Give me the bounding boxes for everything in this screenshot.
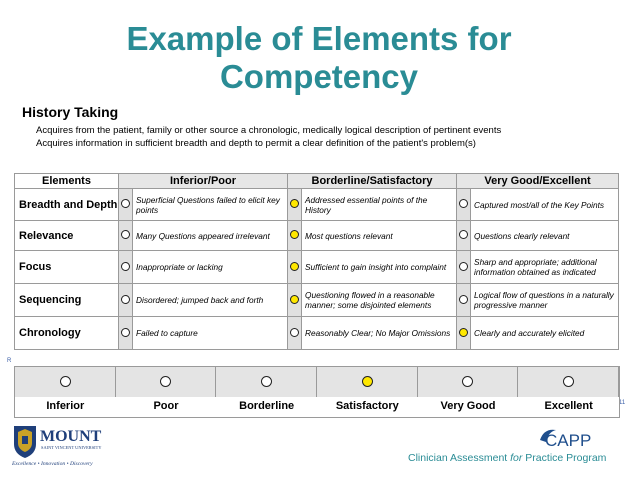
radio-poor[interactable] xyxy=(121,199,130,208)
logo-sub-text: SAINT VINCENT UNIVERSITY xyxy=(41,445,102,450)
table-row xyxy=(15,317,619,350)
scale-cell xyxy=(518,367,619,397)
radio-excellent[interactable] xyxy=(459,262,468,271)
header-inferior-poor: Inferior/Poor xyxy=(119,174,288,189)
rating-scale xyxy=(14,366,620,418)
scale-radio[interactable] xyxy=(362,376,373,387)
radio-borderline[interactable] xyxy=(290,230,299,239)
scale-label: Borderline xyxy=(239,400,295,412)
scale-radio[interactable] xyxy=(261,376,272,387)
scale-cell xyxy=(317,367,418,397)
scale-radio[interactable] xyxy=(462,376,473,387)
criterion-borderline: Questioning flowed in a reasonable manner; some disjointed elements xyxy=(302,284,457,317)
scale-label: Excellent xyxy=(544,400,593,412)
scale-cell xyxy=(116,367,217,397)
radio-cell-poor xyxy=(119,189,133,221)
msvu-logo xyxy=(12,424,112,466)
slide-title xyxy=(0,20,638,96)
row-label: Breadth and Depth xyxy=(15,189,119,221)
rubric-table xyxy=(14,173,619,350)
radio-poor[interactable] xyxy=(121,328,130,337)
capp-full-for: for xyxy=(510,452,523,464)
capp-full-part2: Practice Program xyxy=(522,452,607,464)
row-label: Chronology xyxy=(15,317,119,350)
radio-cell-borderline xyxy=(288,189,302,221)
criterion-excellent: Logical flow of questions in a naturally progressive manner xyxy=(471,284,619,317)
section-description-1: Acquires from the patient, family or other source a chronologic, medically logical description of pertinent events xyxy=(36,125,502,136)
table-row xyxy=(15,251,619,284)
radio-cell-excellent xyxy=(457,284,471,317)
capp-full-part1: Clinician Assessment xyxy=(408,452,511,464)
scale-label: Very Good xyxy=(440,400,496,412)
capp-logo xyxy=(408,426,608,466)
stray-mark-right: 11 xyxy=(619,400,626,406)
radio-poor[interactable] xyxy=(121,230,130,239)
radio-excellent[interactable] xyxy=(459,328,468,337)
radio-cell-poor xyxy=(119,251,133,284)
row-label: Focus xyxy=(15,251,119,284)
scale-label: Poor xyxy=(153,400,179,412)
radio-cell-poor xyxy=(119,221,133,251)
radio-cell-excellent xyxy=(457,221,471,251)
header-borderline-satisfactory: Borderline/Satisfactory xyxy=(288,174,457,189)
row-label: Relevance xyxy=(15,221,119,251)
criterion-excellent: Clearly and accurately elicited xyxy=(471,317,619,350)
svg-text:Clinician Assessment for Pract xyxy=(408,452,607,464)
radio-cell-excellent xyxy=(457,317,471,350)
criterion-borderline: Reasonably Clear; No Major Omissions xyxy=(302,317,457,350)
scale-label: Satisfactory xyxy=(335,400,399,412)
header-elements: Elements xyxy=(15,174,119,189)
radio-borderline[interactable] xyxy=(290,295,299,304)
radio-cell-poor xyxy=(119,317,133,350)
criterion-excellent: Questions clearly relevant xyxy=(471,221,619,251)
radio-borderline[interactable] xyxy=(290,328,299,337)
scale-cell xyxy=(418,367,519,397)
radio-cell-poor xyxy=(119,284,133,317)
criterion-borderline: Sufficient to gain insight into complaint xyxy=(302,251,457,284)
scale-cell xyxy=(216,367,317,397)
radio-borderline[interactable] xyxy=(290,199,299,208)
row-label: Sequencing xyxy=(15,284,119,317)
criterion-excellent: Captured most/all of the Key Points xyxy=(471,189,619,221)
scale-radio[interactable] xyxy=(563,376,574,387)
criterion-poor: Failed to capture xyxy=(133,317,288,350)
slide-title-line2: Competency xyxy=(219,58,419,95)
radio-cell-excellent xyxy=(457,251,471,284)
criterion-excellent: Sharp and appropriate; additional information obtained as indicated xyxy=(471,251,619,284)
scale-label: Inferior xyxy=(46,400,85,412)
scale-radio[interactable] xyxy=(160,376,171,387)
criterion-poor: Many Questions appeared irrelevant xyxy=(133,221,288,251)
radio-cell-borderline xyxy=(288,251,302,284)
radio-excellent[interactable] xyxy=(459,295,468,304)
radio-poor[interactable] xyxy=(121,295,130,304)
stray-mark-left: R xyxy=(7,358,12,364)
criterion-borderline: Most questions relevant xyxy=(302,221,457,251)
criterion-poor: Inappropriate or lacking xyxy=(133,251,288,284)
capp-acronym: CAPP xyxy=(545,431,592,450)
radio-excellent[interactable] xyxy=(459,199,468,208)
logo-mount-text: MOUNT xyxy=(40,428,102,445)
section-description-2: Acquires information in sufficient breadth and depth to permit a clear definition of the patient's problem(s) xyxy=(36,138,476,149)
table-row xyxy=(15,221,619,251)
table-row xyxy=(15,189,619,221)
radio-cell-borderline xyxy=(288,317,302,350)
logo-tagline: Excellence • Innovation • Discovery xyxy=(12,461,93,466)
scale-radio[interactable] xyxy=(60,376,71,387)
shield-icon xyxy=(14,426,36,458)
rubric-header-row xyxy=(15,174,619,189)
slide-title-line1: Example of Elements for xyxy=(126,20,512,57)
radio-poor[interactable] xyxy=(121,262,130,271)
scale-cell xyxy=(15,367,116,397)
criterion-poor: Disordered; jumped back and forth xyxy=(133,284,288,317)
radio-excellent[interactable] xyxy=(459,230,468,239)
radio-cell-borderline xyxy=(288,284,302,317)
radio-cell-borderline xyxy=(288,221,302,251)
table-row xyxy=(15,284,619,317)
criterion-poor: Superficial Questions failed to elicit key points xyxy=(133,189,288,221)
criterion-borderline: Addressed essential points of the History xyxy=(302,189,457,221)
radio-borderline[interactable] xyxy=(290,262,299,271)
radio-cell-excellent xyxy=(457,189,471,221)
header-very-good-excellent: Very Good/Excellent xyxy=(457,174,619,189)
section-heading: History Taking xyxy=(22,104,119,120)
